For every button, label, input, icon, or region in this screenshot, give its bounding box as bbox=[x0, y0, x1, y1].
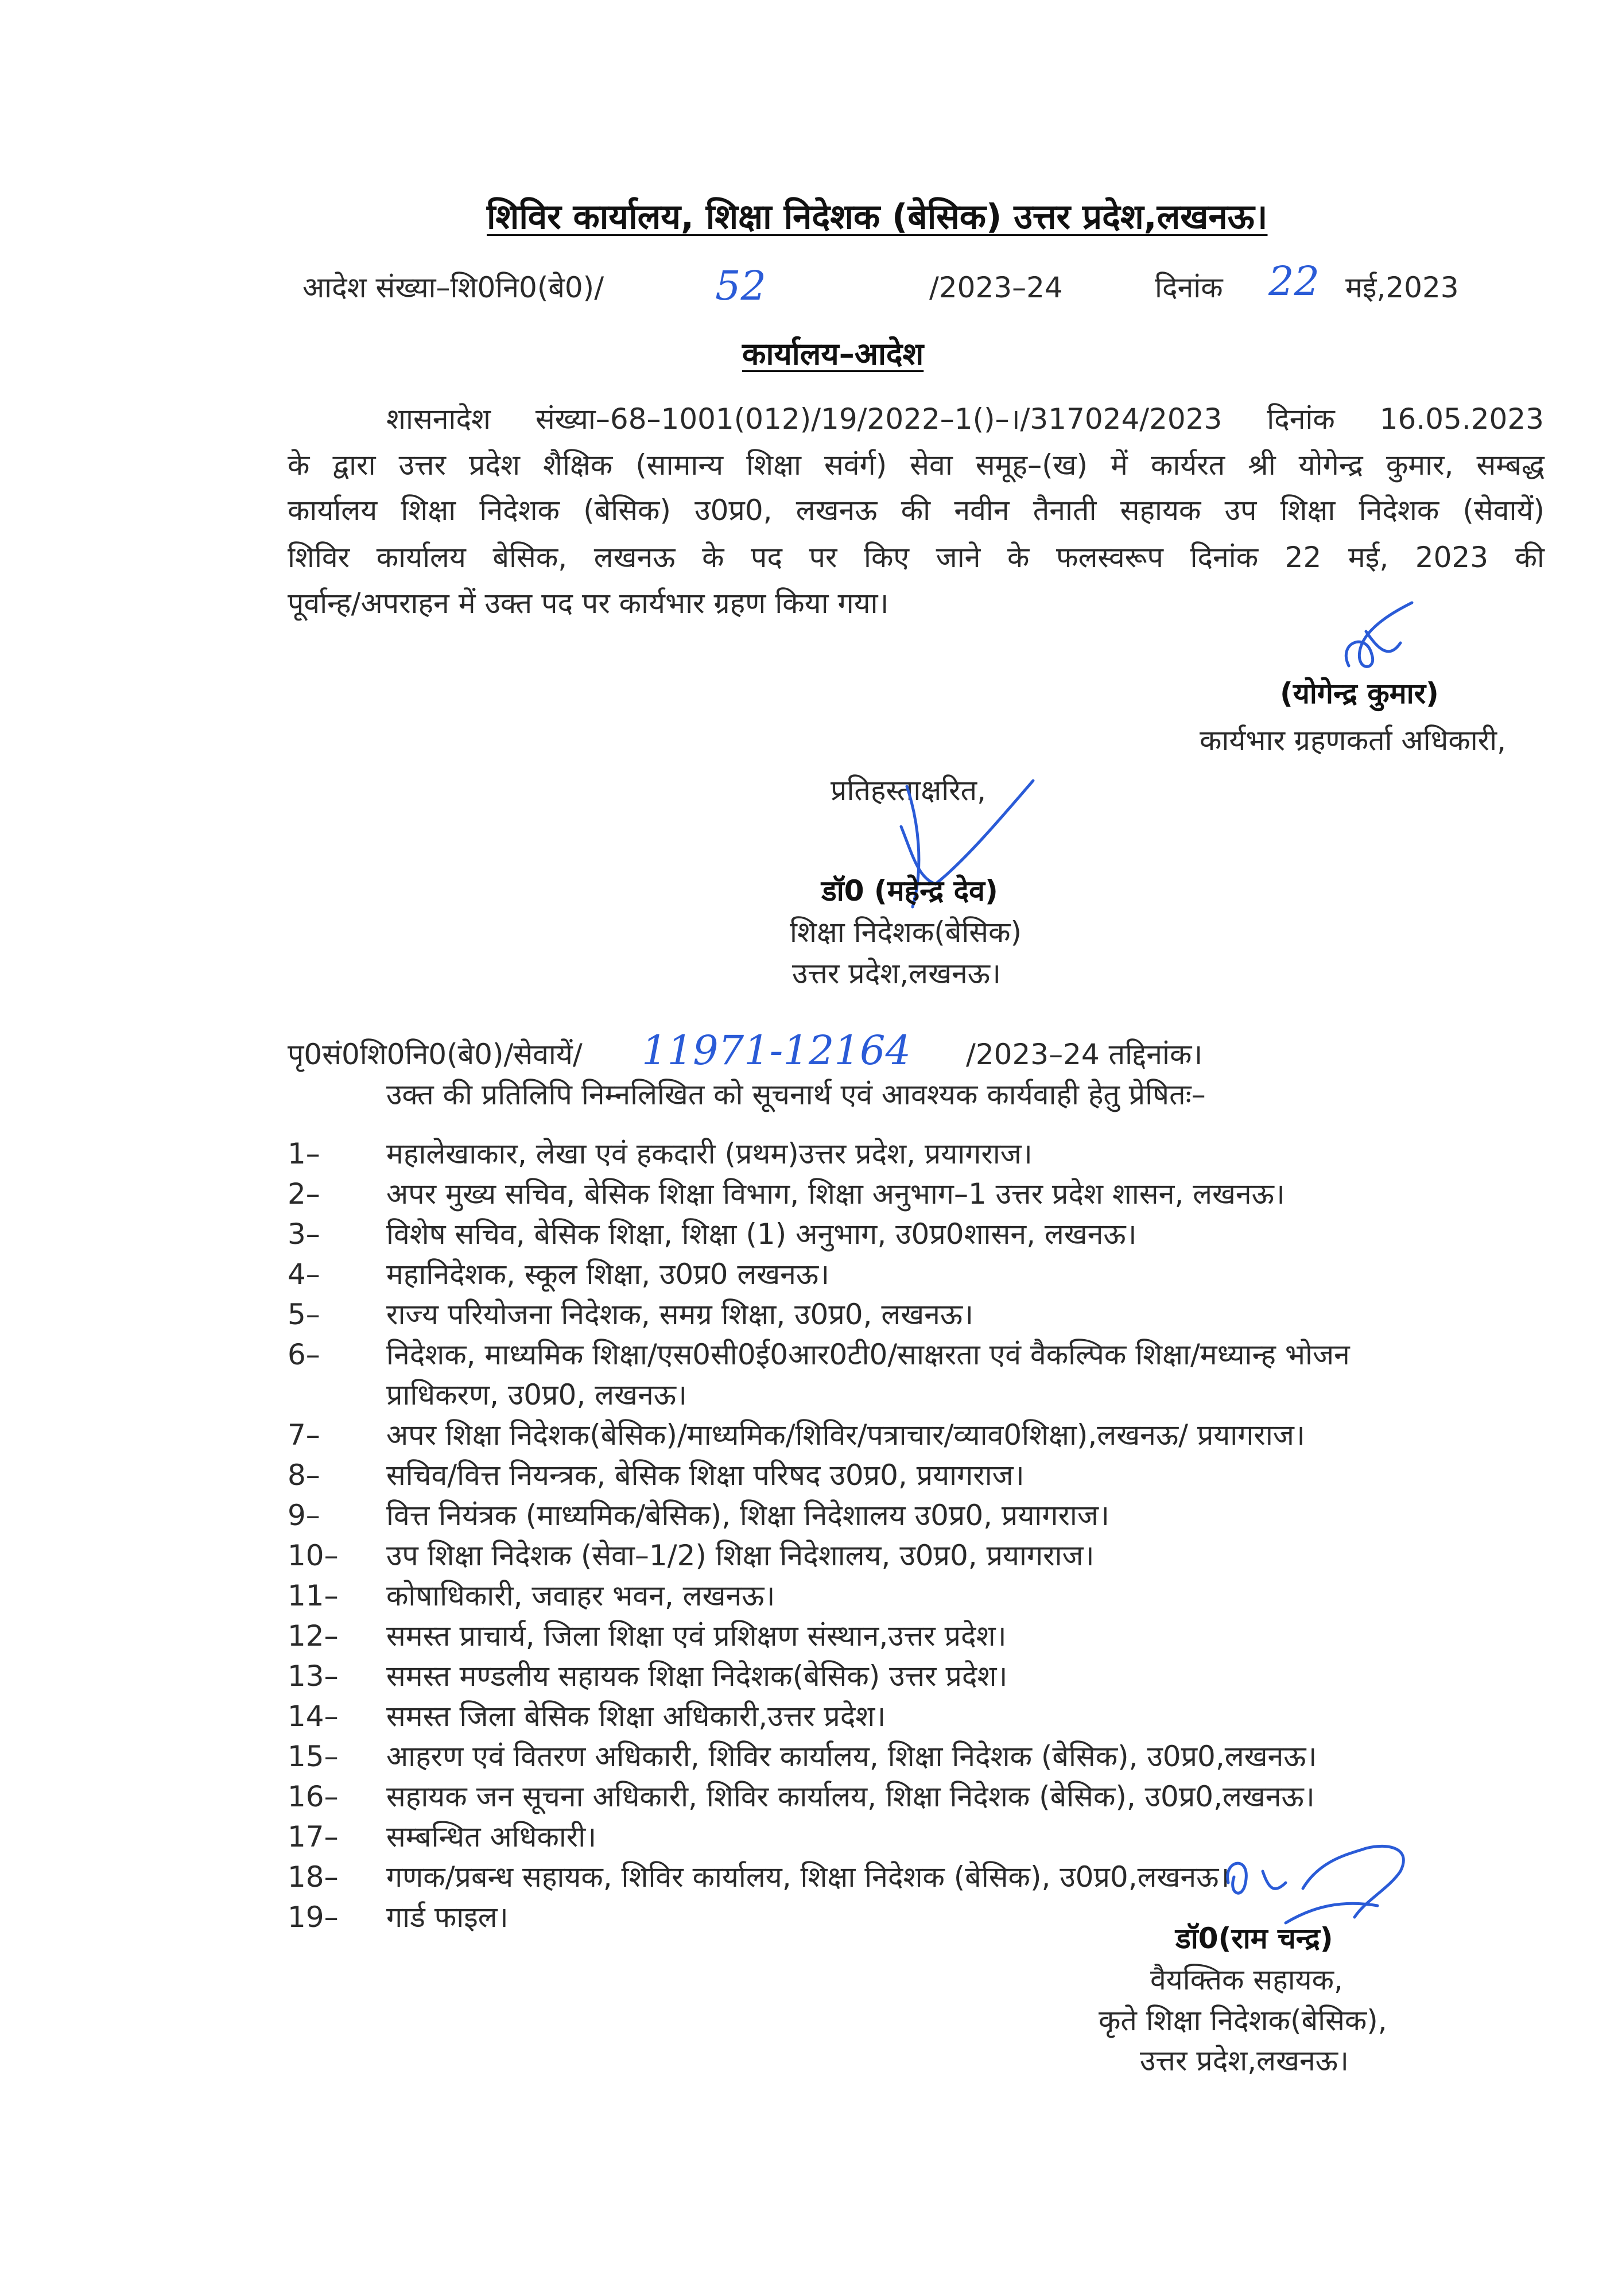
recipient-number: 6– bbox=[288, 1338, 320, 1371]
recipient-number: 2– bbox=[288, 1177, 320, 1211]
countersign-designation: शिक्षा निदेशक(बेसिक) bbox=[790, 916, 1022, 949]
body-line: के द्वारा उत्तर प्रदेश शैक्षिक (सामान्य शिक्षा सवंर्ग) सेवा समूह–(ख) में कार्यरत श्री योगेन्द्र कुमार, सम्बद्ध bbox=[288, 448, 1545, 482]
date-label: दिनांक bbox=[1155, 271, 1223, 304]
pa-place: उत्तर प्रदेश,लखनऊ। bbox=[1140, 2044, 1349, 2077]
handwritten-order-number: 52 bbox=[715, 262, 767, 309]
recipient-number: 19– bbox=[288, 1901, 339, 1934]
body-line: शिविर कार्यालय बेसिक, लखनऊ के पद पर किए जाने के फलस्वरूप दिनांक 22 मई, 2023 की bbox=[288, 541, 1545, 574]
month-year: मई,2023 bbox=[1345, 271, 1459, 304]
subject-heading: कार्यालय–आदेश bbox=[742, 336, 924, 372]
recipient-item: राज्य परियोजना निदेशक, समग्र शिक्षा, उ0प्र0, लखनऊ। bbox=[386, 1298, 974, 1331]
recipient-number: 4– bbox=[288, 1258, 320, 1291]
recipient-item: निदेशक, माध्यमिक शिक्षा/एस0सी0ई0आर0टी0/साक्षरता एवं वैकल्पिक शिक्षा/मध्यान्ह भोजन bbox=[386, 1338, 1350, 1371]
body-line: शासनादेश संख्या–68–1001(012)/19/2022–1()–।/317024/2023 दिनांक 16.05.2023 bbox=[386, 402, 1544, 436]
order-year: /2023–24 bbox=[929, 271, 1063, 304]
recipient-number: 7– bbox=[288, 1418, 320, 1452]
endorsement-prefix: पृ0सं0शि0नि0(बे0)/सेवायें/ bbox=[288, 1038, 583, 1071]
recipient-number: 8– bbox=[288, 1459, 320, 1492]
recipient-item: महालेखाकार, लेखा एवं हकदारी (प्रथम)उत्तर प्रदेश, प्रयागराज। bbox=[386, 1137, 1033, 1170]
body-line: पूर्वान्ह/अपराहन में उक्त पद पर कार्यभार ग्रहण किया गया। bbox=[288, 587, 889, 620]
recipient-item: अपर शिक्षा निदेशक(बेसिक)/माध्यमिक/शिविर/पत्राचार/व्याव0शिक्षा),लखनऊ/ प्रयागराज। bbox=[386, 1418, 1305, 1452]
recipient-number: 3– bbox=[288, 1217, 320, 1251]
recipient-item: विशेष सचिव, बेसिक शिक्षा, शिक्षा (1) अनुभाग, उ0प्र0शासन, लखनऊ। bbox=[386, 1217, 1137, 1251]
recipient-item: सहायक जन सूचना अधिकारी, शिविर कार्यालय, शिक्षा निदेशक (बेसिक), उ0प्र0,लखनऊ। bbox=[386, 1780, 1315, 1813]
recipient-item: समस्त प्राचार्य, जिला शिक्षा एवं प्रशिक्षण संस्थान,उत्तर प्रदेश। bbox=[386, 1619, 1007, 1653]
recipient-number: 11– bbox=[288, 1579, 339, 1612]
recipient-item-continued: प्राधिकरण, उ0प्र0, लखनऊ। bbox=[386, 1378, 687, 1411]
order-number-prefix: आदेश संख्या–शि0नि0(बे0)/ bbox=[302, 271, 604, 304]
recipient-item: समस्त मण्डलीय सहायक शिक्षा निदेशक(बेसिक) उत्तर प्रदेश। bbox=[386, 1659, 1008, 1693]
office-title: शिविर कार्यालय, शिक्षा निदेशक (बेसिक) उत्तर प्रदेश,लखनऊ। bbox=[487, 197, 1268, 237]
recipient-item: सचिव/वित्त नियन्त्रक, बेसिक शिक्षा परिषद उ0प्र0, प्रयागराज। bbox=[386, 1459, 1025, 1492]
endorsement-suffix: /2023–24 तद्दिनांक। bbox=[966, 1038, 1203, 1071]
recipient-number: 10– bbox=[288, 1539, 339, 1572]
recipient-item: गार्ड फाइल। bbox=[386, 1901, 509, 1934]
joining-officer-designation: कार्यभार ग्रहणकर्ता अधिकारी, bbox=[1200, 724, 1506, 757]
recipient-item: वित्त नियंत्रक (माध्यमिक/बेसिक), शिक्षा निदेशालय उ0प्र0, प्रयागराज। bbox=[386, 1499, 1109, 1532]
recipient-item: महानिदेशक, स्कूल शिक्षा, उ0प्र0 लखनऊ। bbox=[386, 1258, 830, 1291]
recipient-item: समस्त जिला बेसिक शिक्षा अधिकारी,उत्तर प्रदेश। bbox=[386, 1700, 886, 1733]
handwritten-day: 22 bbox=[1268, 258, 1320, 305]
recipient-number: 18– bbox=[288, 1860, 339, 1894]
joining-officer-name: (योगेन्द्र कुमार) bbox=[1280, 677, 1439, 710]
recipient-item: उप शिक्षा निदेशक (सेवा–1/2) शिक्षा निदेशालय, उ0प्र0, प्रयागराज। bbox=[386, 1539, 1095, 1572]
body-line: कार्यालय शिक्षा निदेशक (बेसिक) उ0प्र0, लखनऊ की नवीन तैनाती सहायक उप शिक्षा निदेशक (सेवायें) bbox=[288, 494, 1545, 527]
pa-on-behalf: कृते शिक्षा निदेशक(बेसिक), bbox=[1099, 2004, 1387, 2037]
recipient-number: 1– bbox=[288, 1137, 320, 1170]
handwritten-endorsement-number: 11971-12164 bbox=[642, 1027, 911, 1074]
recipient-item: सम्बन्धित अधिकारी। bbox=[386, 1820, 597, 1853]
signature-yogendra bbox=[1332, 597, 1423, 683]
pa-name: डॉ0(राम चन्द्र) bbox=[1175, 1922, 1333, 1955]
copy-intro: उक्त की प्रतिलिपि निम्नलिखित को सूचनार्थ एवं आवश्यक कार्यवाही हेतु प्रेषितः– bbox=[386, 1078, 1206, 1111]
recipient-item: गणक/प्रबन्ध सहायक, शिविर कार्यालय, शिक्षा निदेशक (बेसिक), उ0प्र0,लखनऊ। bbox=[386, 1860, 1230, 1894]
pa-designation: वैयक्तिक सहायक, bbox=[1150, 1963, 1343, 1996]
countersign-name: डॉ0 (महेन्द्र देव) bbox=[821, 874, 998, 907]
countersign-place: उत्तर प्रदेश,लखनऊ। bbox=[792, 957, 1001, 990]
recipient-number: 15– bbox=[288, 1740, 339, 1773]
recipient-number: 16– bbox=[288, 1780, 339, 1813]
recipient-number: 12– bbox=[288, 1619, 339, 1653]
recipient-number: 5– bbox=[288, 1298, 320, 1331]
recipient-item: आहरण एवं वितरण अधिकारी, शिविर कार्यालय, शिक्षा निदेशक (बेसिक), उ0प्र0,लखनऊ। bbox=[386, 1740, 1317, 1773]
recipient-item: कोषाधिकारी, जवाहर भवन, लखनऊ। bbox=[386, 1579, 775, 1612]
recipient-number: 13– bbox=[288, 1659, 339, 1693]
recipient-item: अपर मुख्य सचिव, बेसिक शिक्षा विभाग, शिक्षा अनुभाग–1 उत्तर प्रदेश शासन, लखनऊ। bbox=[386, 1177, 1285, 1211]
countersigned-label: प्रतिहस्ताक्षरित, bbox=[831, 774, 986, 807]
recipient-number: 9– bbox=[288, 1499, 320, 1532]
recipient-number: 14– bbox=[288, 1700, 339, 1733]
recipient-number: 17– bbox=[288, 1820, 339, 1853]
